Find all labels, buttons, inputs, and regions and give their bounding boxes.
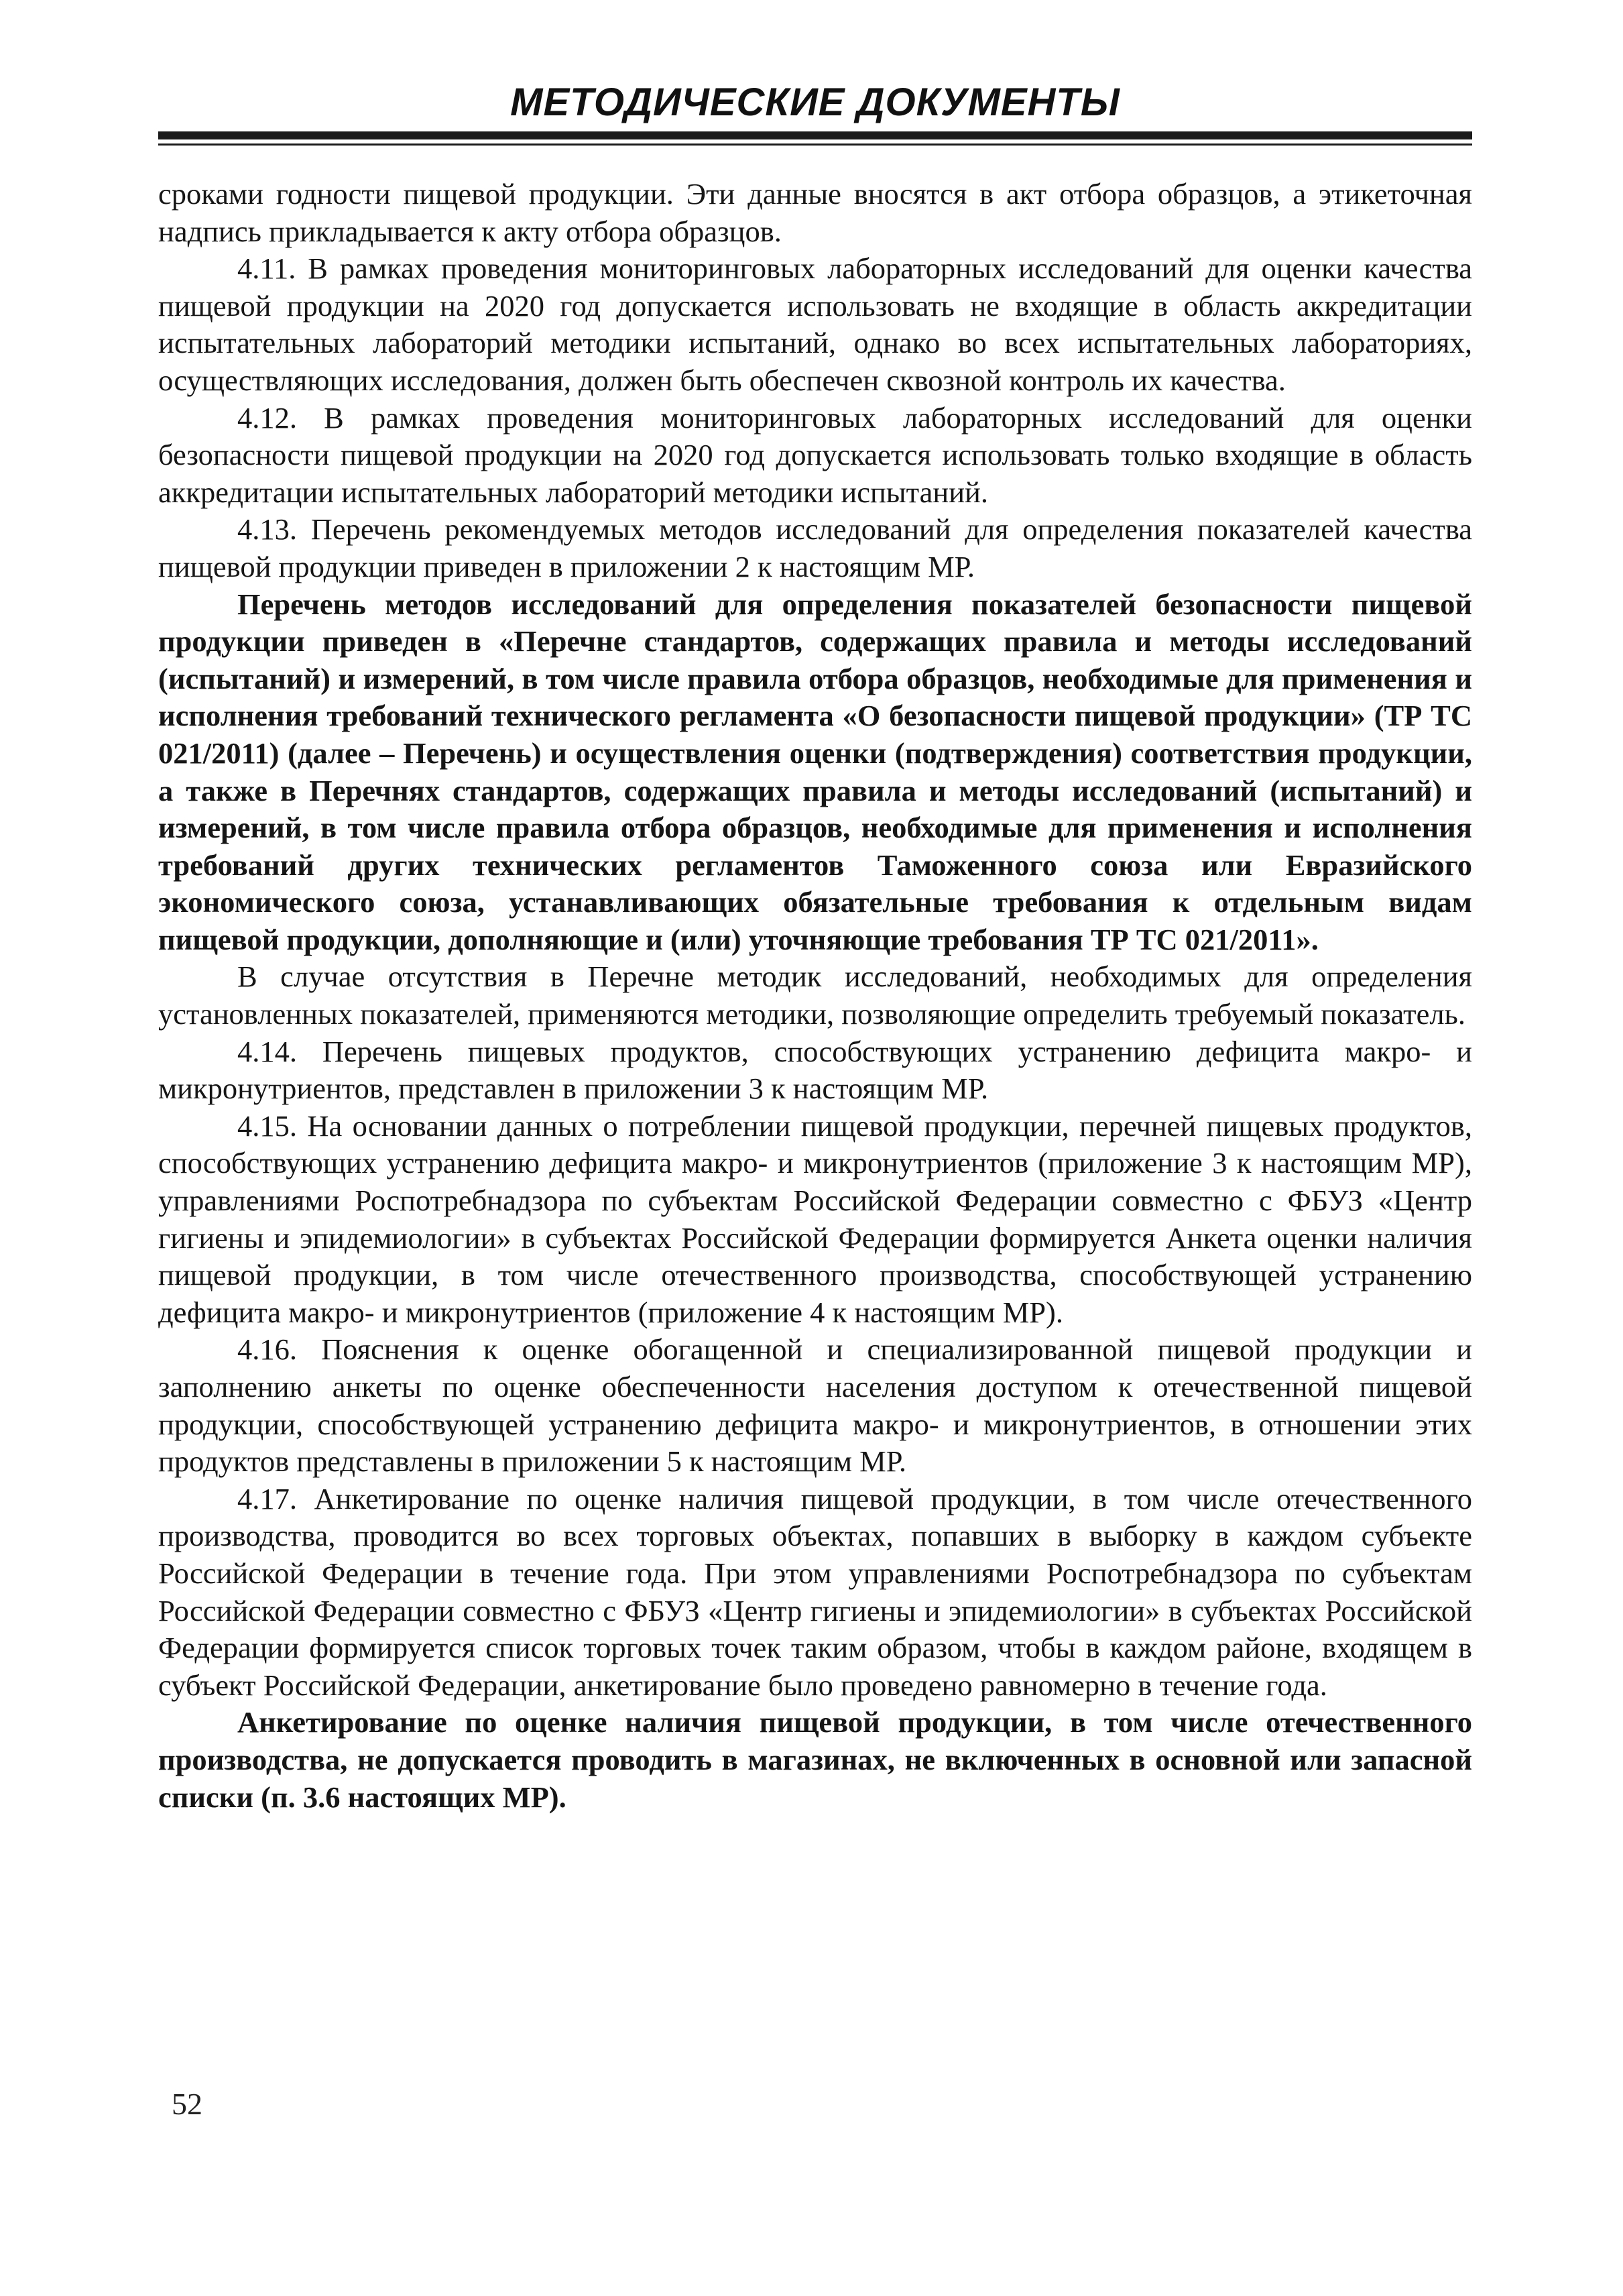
paragraph-4-14: 4.14. Перечень пищевых продуктов, способствующих устранению дефицита макро- и микронутриентов, представлен в приложении 3 к настоящим МР. [158, 1034, 1472, 1106]
paragraph-survey-restriction: Анкетирование по оценке наличия пищевой продукции, в том числе отечественного производства, не допускается проводить в магазинах, не включенных в основной или запасной списки (п. 3.6 настоящих МР). [158, 1705, 1472, 1814]
paragraph-standards-list: Перечень методов исследований для определения показателей безопасности пищевой продукции приведен в «Перечне стандартов, содержащих правила и методы исследований (испытаний) и измерений, в том числе правила отбора образцов, необходимые для применения и исполнения требований технического регламента «О безопасности пищевой продукции» (ТР ТС 021/2011) (далее – Перечень) и осуществления оценки (подтверждения) соответствия продукции, а также в Перечнях стандартов, содержащих правила и методы исследований (испытаний) и измерений, в том числе правила отбора образцов, необходимые для применения и исполнения требований других технических регламентов Таможенного союза или Евразийского экономического союза, устанавливающих обязательные требования к отдельным видам пищевой продукции, дополняющие и (или) уточняющие требования ТР ТС 021/2011». [158, 587, 1472, 956]
paragraph-4-15: 4.15. На основании данных о потреблении пищевой продукции, перечней пищевых продуктов, способствующих устранению дефицита макро- и микронутриентов (приложение 3 к настоящим МР), управлениями Роспотребнадзора по субъектам Российской Федерации совместно с ФБУЗ «Центр гигиены и эпидемиологии» в субъектах Российской Федерации формируется Анкета оценки наличия пищевой продукции, в том числе отечественного производства, способствующей устранению дефицита макро- и микронутриентов (приложение 4 к настоящим МР). [158, 1108, 1472, 1329]
paragraph-4-11: 4.11. В рамках проведения мониторинговых лабораторных исследований для оценки качества пищевой продукции на 2020 год допускается использовать не входящие в область аккредитации испытательных лабораторий методики испытаний, однако во всех испытательных лабораториях, осуществляющих исследования, должен быть обеспечен сквозной контроль их качества. [158, 251, 1472, 397]
page-number: 52 [172, 2087, 202, 2121]
body-text [158, 176, 1472, 1816]
paragraph-continuation: сроками годности пищевой продукции. Эти данные вносятся в акт отбора образцов, а этикеточная надпись прикладывается к акту отбора образцов. [158, 177, 1472, 248]
paragraph-missing-methods: В случае отсутствия в Перечне методик исследований, необходимых для определения установленных показателей, применяются методики, позволяющие определить требуемый показатель. [158, 960, 1472, 1031]
header-rule-thick [158, 131, 1472, 139]
header-rule-thin [158, 144, 1472, 146]
paragraph-4-13: 4.13. Перечень рекомендуемых методов исследований для определения показателей качества пищевой продукции приведен в приложении 2 к настоящим МР. [158, 512, 1472, 583]
paragraph-4-12: 4.12. В рамках проведения мониторинговых лабораторных исследований для оценки безопасности пищевой продукции на 2020 год допускается использовать только входящие в область аккредитации испытательных лабораторий методики испытаний. [158, 400, 1472, 509]
paragraph-4-16: 4.16. Пояснения к оценке обогащенной и специализированной пищевой продукции и заполнению анкеты по оценке обеспеченности населения доступом к отечественной пищевой продукции, способствующей устранению дефицита макро- и микронутриентов, в отношении этих продуктов представлены в приложении 5 к настоящим МР. [158, 1332, 1472, 1479]
running-header: МЕТОДИЧЕСКИЕ ДОКУМЕНТЫ [510, 80, 1120, 124]
paragraph-4-17: 4.17. Анкетирование по оценке наличия пищевой продукции, в том числе отечественного производства, проводится во всех торговых объектах, попавших в выборку в каждом субъекте Российской Федерации в течение года. При этом управлениями Роспотребнадзора по субъектам Российской Федерации совместно с ФБУЗ «Центр гигиены и эпидемиологии» в субъектах Российской Федерации формируется список торговых точек таким образом, чтобы в каждом районе, входящем в субъект Российской Федерации, анкетирование было проведено равномерно в течение года. [158, 1481, 1472, 1702]
